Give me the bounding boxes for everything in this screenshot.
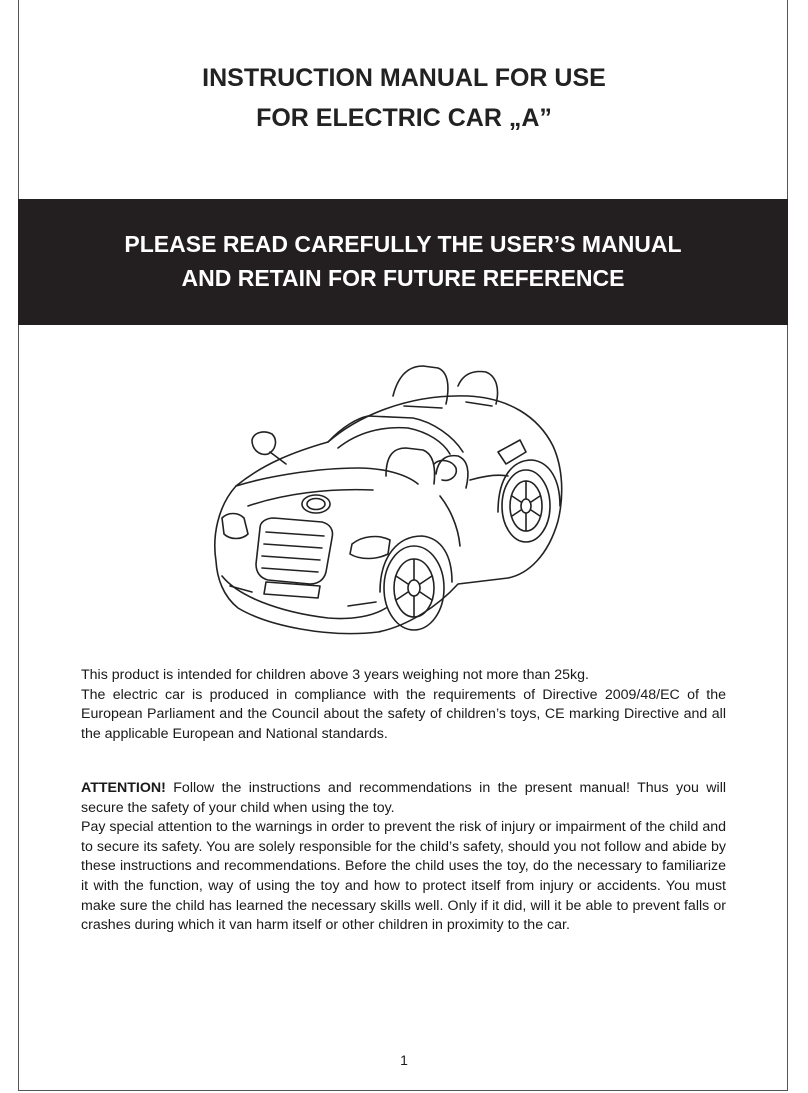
attention-paragraph-1-text: Follow the instructions and recommendations in the present manual! Thus you will secure the safety of your child when using the toy. bbox=[81, 780, 726, 816]
intro-paragraph-2: The electric car is produced in compliance with the requirements of Directive 2009/48/EC of the European Parliament and the Council about the safety of children’s toys, CE marking Directive and all the applicable European and National standards. bbox=[81, 686, 726, 742]
attention-paragraph-2: Pay special attention to the warnings in order to prevent the risk of injury or impairment of the child and to secure its safety. You are solely responsible for the child’s safety, should you not follow and abide by these instructions and recommendations. Before the child uses the toy, do the necessary to familiarize it with the function, way of using the toy and how to protect itself from injury or accidents. You must make sure the child has learned the necessary skills well. Only if it did, will it be able to prevent falls or crashes during which it van harm itself or other children in proximity to the car. bbox=[81, 819, 726, 934]
attention-paragraph-1 bbox=[81, 779, 726, 818]
title-line-2: FOR ELECTRIC CAR „A” bbox=[256, 104, 552, 132]
page-number: 1 bbox=[400, 1052, 408, 1068]
attention-label: ATTENTION! bbox=[81, 780, 166, 796]
banner-text bbox=[18, 227, 788, 295]
intro-paragraph-1: This product is intended for children above 3 years weighing not more than 25kg. bbox=[81, 667, 589, 683]
electric-car-illustration-icon bbox=[208, 356, 570, 636]
banner-line-2: AND RETAIN FOR FUTURE REFERENCE bbox=[181, 265, 625, 291]
intro-section bbox=[81, 666, 726, 744]
attention-section bbox=[81, 779, 726, 936]
title-line-1: INSTRUCTION MANUAL FOR USE bbox=[202, 64, 606, 92]
banner-line-1: PLEASE READ CAREFULLY THE USER’S MANUAL bbox=[124, 231, 682, 257]
page-title bbox=[0, 58, 808, 138]
warning-banner bbox=[18, 199, 788, 325]
